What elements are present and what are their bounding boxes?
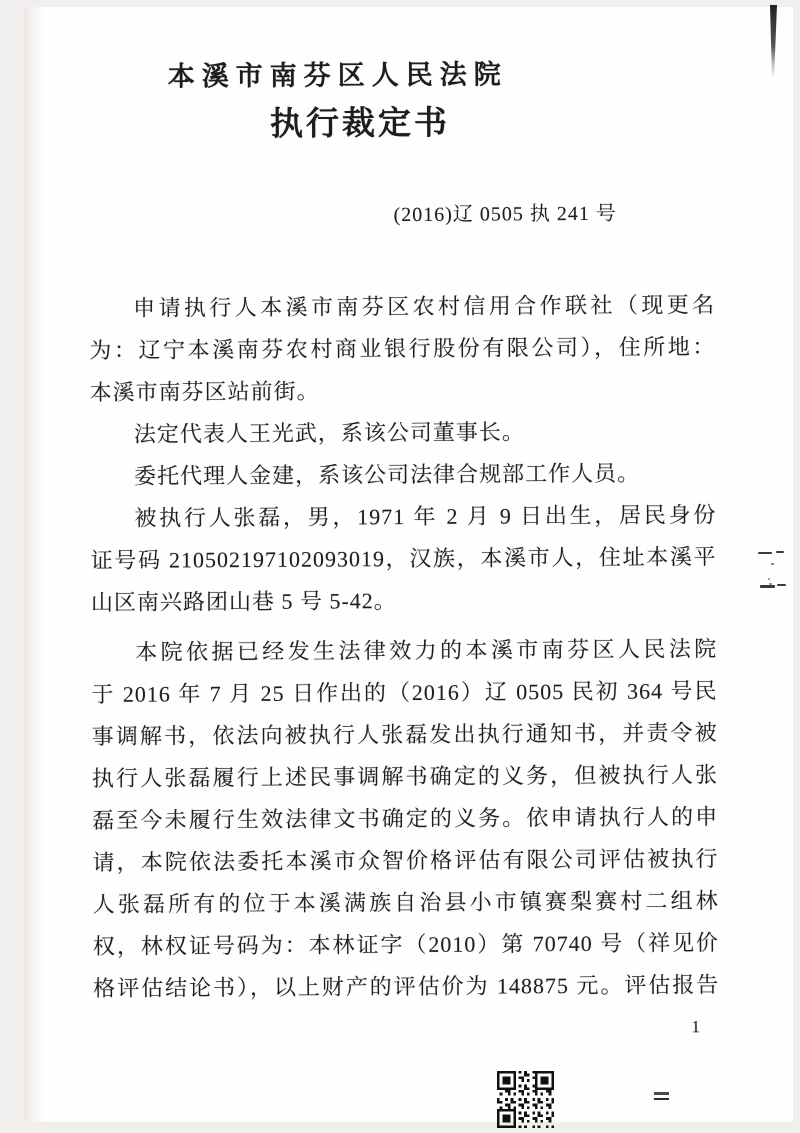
body-line: 委托代理人金建，系该公司法律合规部工作人员。 xyxy=(134,460,641,489)
body-line: 请，本院依法委托本溪市众智价格评估有限公司评估被执行 xyxy=(92,846,719,875)
body-line: 权，林权证号码为：本林证字（2010）第 70740 号（祥见价 xyxy=(92,930,720,959)
document-content xyxy=(21,5,797,1125)
case-number: (2016)辽 0505 执 241 号 xyxy=(393,202,617,227)
document-page xyxy=(24,7,793,1122)
body-line: 法定代表人王光武，系该公司董事长。 xyxy=(133,419,525,447)
body-line: 执行人张磊履行上述民事调解书确定的义务，但被执行人张 xyxy=(91,762,719,791)
body-line: 为：辽宁本溪南芬农村商业银行股份有限公司），住所地： xyxy=(89,334,716,363)
body-line: 被执行人张磊，男，1971 年 2 月 9 日出生，居民身份 xyxy=(134,502,717,531)
qr-code xyxy=(497,1071,554,1128)
body-line: 于 2016 年 7 月 25 日作出的（2016）辽 0505 民初 364 号民 xyxy=(91,678,718,707)
body-line: 人张磊所有的位于本溪满族自治县小市镇赛梨赛村二组林 xyxy=(92,888,719,917)
body-line: 申请执行人本溪市南芬区农村信用合作联社（现更名 xyxy=(133,292,716,321)
page-number: 1 xyxy=(691,1017,701,1037)
document-title: 执行裁定书 xyxy=(269,105,451,143)
body-line: 磊至今未履行生效法律文书确定的义务。依申请执行人的申 xyxy=(92,804,719,833)
document-body xyxy=(89,284,719,1010)
equals-pencil-mark xyxy=(654,1092,669,1102)
court-name: 本溪市南芬区人民法院 xyxy=(167,59,508,92)
body-line: 事调解书，依法向被执行人张磊发出执行通知书，并责令被 xyxy=(91,720,718,749)
body-line: 格评估结论书），以上财产的评估价为 148875 元。评估报告 xyxy=(93,972,720,1001)
body-line: 山区南兴路团山巷 5 号 5-42。 xyxy=(90,588,397,615)
scan-stroke-artifact xyxy=(768,5,778,79)
body-line: 本溪市南芬区站前街。 xyxy=(89,378,320,405)
body-line: 本院依据已经发生法律效力的本溪市南芬区人民法院 xyxy=(135,636,718,665)
body-line: 证号码 210502197102093019，汉族，本溪市人，住址本溪平 xyxy=(90,544,717,573)
